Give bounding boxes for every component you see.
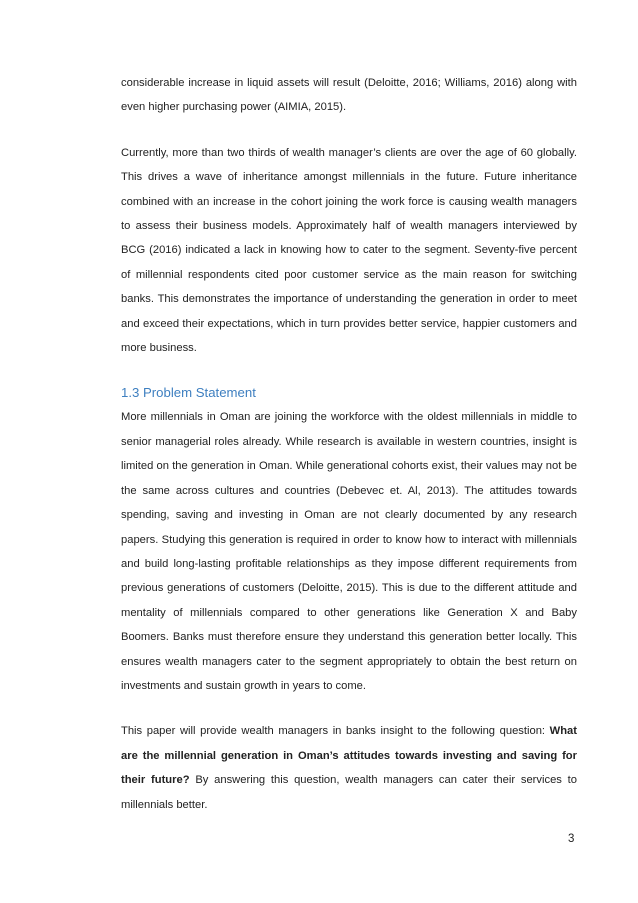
research-question-closing: By answering this question, wealth managers can cater their services to millennials better. xyxy=(121,774,577,811)
paragraph-spacer xyxy=(121,698,577,719)
paragraph-spacer xyxy=(121,360,577,381)
page-number: 3 xyxy=(568,833,575,845)
research-question-bold: What are the millennial generation in Oman’s attitudes towards investing and saving for their future? xyxy=(121,725,577,787)
section-heading-problem-statement: 1.3 Problem Statement xyxy=(121,385,256,401)
paragraph-problem-statement: More millennials in Oman are joining the workforce with the oldest millennials in middle to senior managerial roles already. While research is available in western countries, insight is limited on the generation in Oman. While generational cohorts exist, their values may not be the same across cultures and countries (Debevec et. Al, 2013). The attitudes towards spending, saving and investing in Oman are not clearly documented by any research papers. Studying this generation is required in order to know how to interact with millennials and build long-lasting profitable relationships as they impose different requirements from previous generations of customers (Deloitte, 2015). This is due to the different attitude and mentality of millennials compared to other generations like Generation X and Baby Boomers. Banks must therefore ensure they understand this generation better locally. This ensures wealth managers cater to the segment appropriately to obtain the best return on investments and sustain growth in years to come. xyxy=(121,411,577,692)
paragraph-spacer xyxy=(121,120,577,141)
paragraph-liquid-assets: considerable increase in liquid assets will result (Deloitte, 2016; Williams, 2016) along with even higher purchasing power (AIMIA, 2015). xyxy=(121,77,577,114)
page-content xyxy=(121,71,577,817)
paragraph-research-question xyxy=(121,719,577,817)
research-question-intro: This paper will provide wealth managers in banks insight to the following question: xyxy=(121,725,550,738)
paragraph-inheritance: Currently, more than two thirds of wealth manager’s clients are over the age of 60 globally. This drives a wave of inheritance amongst millennials in the future. Future inheritance combined with an increase in the cohort joining the work force is causing wealth managers to assess their business models. Approximately half of wealth managers interviewed by BCG (2016) indicated a lack in knowing how to cater to the segment. Seventy-five percent of millennial respondents cited poor customer service as the main reason for switching banks. This demonstrates the importance of understanding the generation in order to meet and exceed their expectations, which in turn provides better service, happier customers and more business. xyxy=(121,146,577,355)
